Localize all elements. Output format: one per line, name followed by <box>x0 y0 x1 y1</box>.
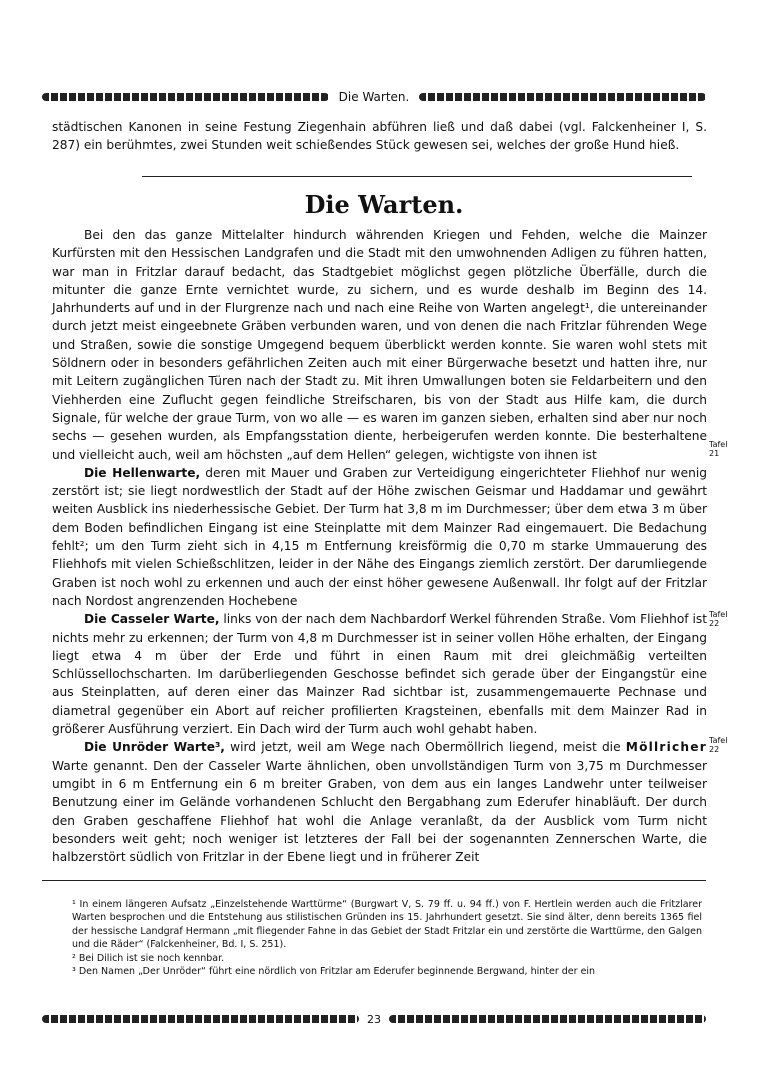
footnote-rule <box>42 880 706 881</box>
running-footer <box>42 1012 706 1026</box>
footnote-1: ¹ In einem längeren Aufsatz „Einzelstehende Warttürme“ (Burgwart V, S. 79 ff. u. 94 ff.) von F. Hertlein werden auch die Fritzlarer Warten besprochen und die Entstehung aus stilistischen Gründen ins 15. Jahrhundert gesetzt. Sie sind älter, denn bereits 1365 fiel der hessische Landgraf Hermann „mit fliegender Fahne in das Gebiet der Stadt Fritzlar ein und zerstörte die Warttürme, den Galgen und die Räder“ (Falckenheiner, Bd. I, S. 251). <box>72 899 702 951</box>
moellricher-name: Möllricher <box>625 740 707 755</box>
hellenwarte-lead: Die Hellenwarte, <box>84 465 201 480</box>
footnotes <box>72 898 702 978</box>
unroeder-warte-text-b: Warte genannt. Den der Casseler Warte ähnlichen, oben unvollständigen Turm von 3,75 m Durchmesser umgibt in 6 m Entfernung ein 6 m breiter Graben, von dem aus ein langes Landwehr unter teilweiser Benutzung einer im Gelände vorhandenen Schlucht den Bergabhang zum Ederufer hinabläuft. Der durch den Graben geschaffene Fliehhof hat wohl die Anlage veranlaßt, da der Ausblick vom Turm nicht besonders weit geht; noch weniger ist letzteres der Fall bei der sogenannten Zennerschen Warte, die halbzerstört südlich von Fritzlar in der Ebene liegt und in früherer Zeit <box>52 758 707 865</box>
footnote-3: ³ Den Namen „Der Unröder“ führt eine nördlich von Fritzlar am Ederufer beginnende Bergwand, hinter der ein <box>72 966 596 978</box>
ornament-right <box>419 93 706 101</box>
unroeder-warte-lead: Die Unröder Warte³, <box>84 740 225 755</box>
paragraph-casseler-warte <box>52 610 707 738</box>
footnote-2: ² Bei Dilich ist sie noch kennbar. <box>72 952 225 964</box>
hellenwarte-text: deren mit Mauer und Graben zur Verteidigung eingerichteter Fliehhof nur wenig zerstört ist; sie liegt nordwestlich der Stadt auf der Höhe zwischen Geismar und Haddamar und gewährt weiten Ausblick ins niederhessische Gebiet. Der Turm hat 3,8 m im Durchmesser; über dem etwa 3 m über dem Boden befindlichen Eingang ist eine Steinplatte mit dem Mainzer Rad eingemauert. Die Bedachung fehlt²; um den Turm zieht sich in 4,15 m Entfernung kreisförmig die 0,70 m starke Ummauerung des Fliehhofs mit vielen Schießschlitzen, leider in der Nähe des Eingangs ziemlich zerstört. Der darumliegende Graben ist noch wohl zu erkennen und auch der einst höher gewesene Außenwall. Ihr folgt auf der Fritzlar nach Nordost angrenzenden Hochebene <box>52 465 707 608</box>
unroeder-warte-text-a: wird jetzt, weil am Wege nach Obermöllrich liegend, meist die <box>224 740 626 755</box>
footer-ornament-right <box>389 1015 706 1023</box>
paragraph-unroeder-warte <box>52 738 707 866</box>
casseler-warte-lead: Die Casseler Warte, <box>84 612 220 627</box>
running-header-title: Die Warten. <box>338 90 410 104</box>
body-text <box>52 226 707 866</box>
section-rule <box>142 176 692 177</box>
paragraph-intro-warten: Bei den das ganze Mittelalter hindurch währenden Kriegen und Fehden, welche die Mainzer Kurfürsten mit den Hessischen Landgrafen und die Stadt mit den umwohnenden Adligen zu führen hatten, war man in Fritzlar darauf bedacht, das Stadtgebiet möglichst gegen plötzliche Überfälle, durch die mitunter die ganze Ernte vernichtet wurde, zu sichern, und es wurde deshalb im Beginn des 14. Jahrhunderts auf und in der Flurgrenze nach und nach eine Reihe von Warten angelegt¹, die untereinander durch jetzt meist eingeebnete Gräben verbunden waren, und von denen die nach Fritzlar führenden Wege und Straßen, sowie die sonstige Umgegend bequem überblickt werden konnte. Sie waren wohl stets mit Söldnern oder in besonders gefährlichen Zeiten auch mit einer Bürgerwache besetzt und hatten ihre, nur mit Leitern zugänglichen Türen nach der Stadt zu. Mit ihren Umwallungen boten sie Feldarbeitern und den Viehherden eine Zuflucht gegen feindliche Streifscharen, bis von der Stadt aus Hilfe kam, die durch Signale, für welche der graue Turm, von wo alle — es waren im ganzen sieben, erhalten sind aber nur noch sechs — gesehen wurden, als Empfangsstation diente, herbeigerufen werden konnte. Die besterhaltene und vielleicht auch, weil am höchsten „auf dem Hellen“ gelegen, wichtigste von ihnen ist <box>52 228 707 462</box>
page-number: 23 <box>367 1012 381 1026</box>
margin-note-tafel-21: Tafel 21 <box>709 440 728 458</box>
page <box>42 88 728 1028</box>
casseler-warte-text: links von der nach dem Nachbardorf Werkel führenden Straße. Vom Fliehhof ist nichts mehr zu erkennen; der Turm von 4,8 m Durchmesser ist in seiner vollen Höhe erhalten, der Eingang liegt etwa 4 m über der Erde und führt in einen Raum mit drei gleichmäßig verteilten Schlüssellochscharten. Im darüberliegenden Geschosse befindet sich gerade über der Eingangstür eine aus Steinplatten, auf deren einer das Mainzer Rad sichtbar ist, zusammengemauerte Pechnase und diametral gegenüber ein Abort auf reicher profilierten Kragsteinen, ebenfalls mit dem Mainzer Rad in größerer Ausführung verziert. Ein Dach wird der Turm auch wohl gehabt haben. <box>52 612 707 737</box>
margin-note-tafel-22-a: Tafel 22 <box>709 610 728 628</box>
running-header <box>42 88 706 106</box>
margin-note-tafel-22-b: Tafel 22 <box>709 736 728 754</box>
section-heading: Die Warten. <box>304 190 464 219</box>
ornament-left <box>42 93 329 101</box>
intro-paragraph: städtischen Kanonen in seine Festung Ziegenhain abführen ließ und daß dabei (vgl. Falckenheiner I, S. 287) ein berühmtes, zwei Stunden weit schießendes Stück gewesen sei, welches der große Hund hieß. <box>52 120 707 153</box>
paragraph-hellenwarte <box>52 464 707 610</box>
intro-text <box>52 118 707 155</box>
footer-ornament-left <box>42 1015 359 1023</box>
